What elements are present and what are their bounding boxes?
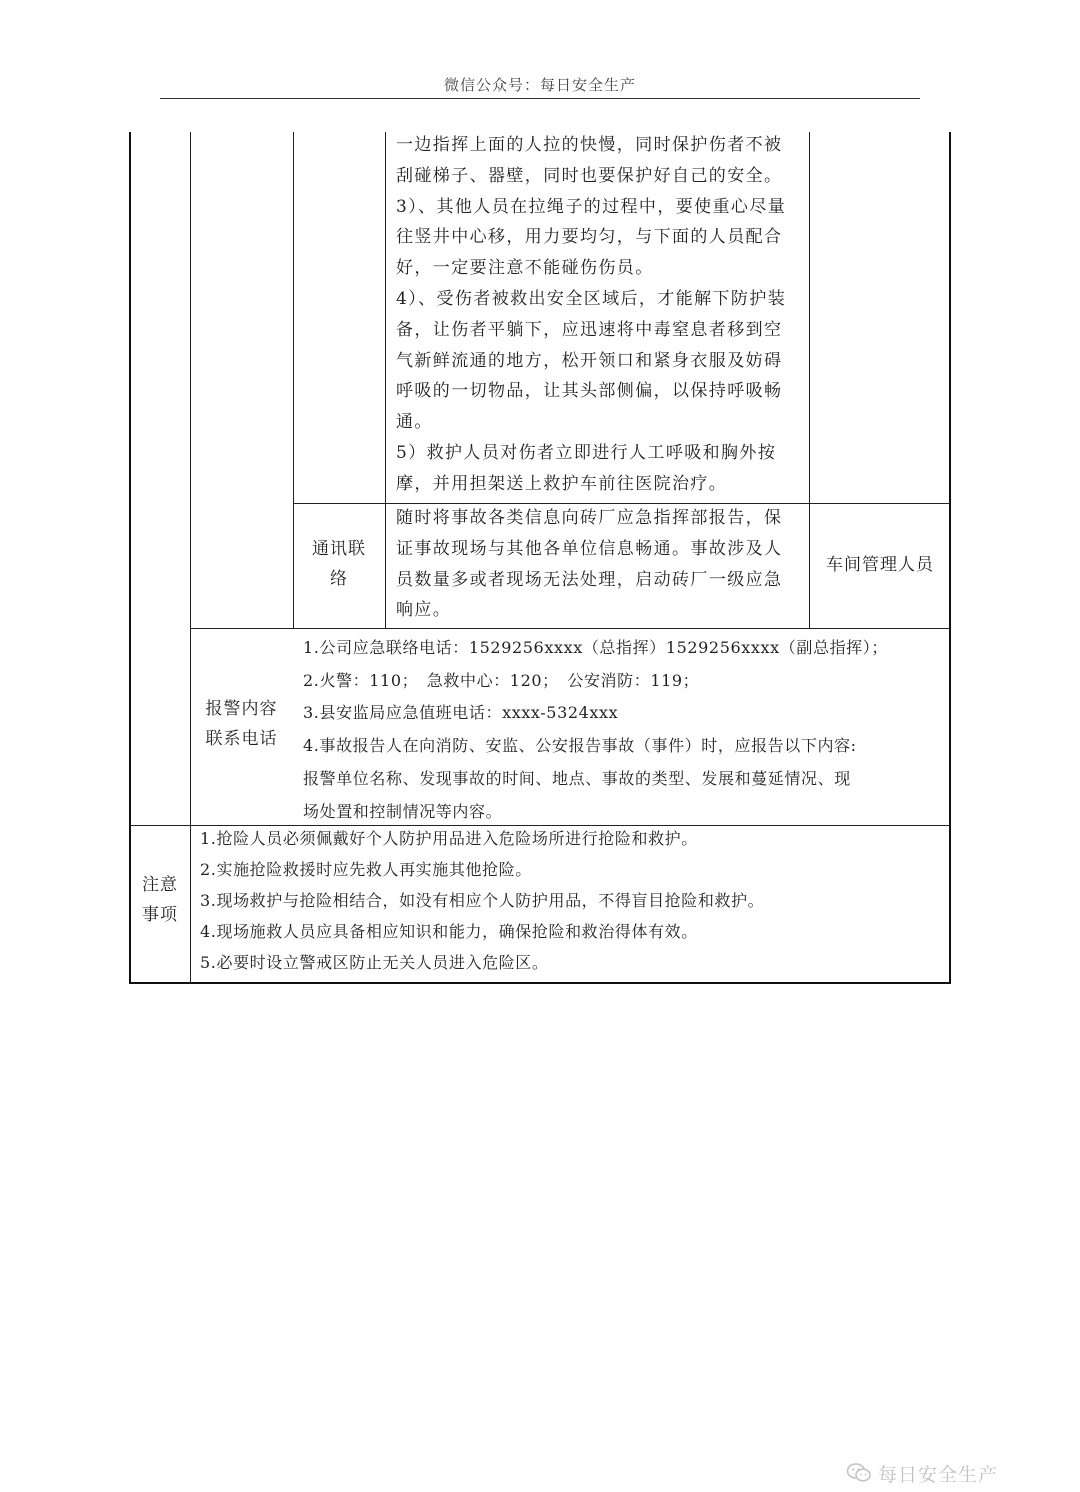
rescue-line: 摩，并用担架送上救护车前往医院治疗。	[396, 473, 728, 494]
rescue-line: 通。	[396, 412, 433, 433]
notes-label	[130, 870, 190, 930]
row-divider-alarm	[190, 628, 950, 629]
rescue-line: 刮碰梯子、器壁，同时也要保护好自己的安全。	[396, 165, 783, 186]
alarm-label-line2: 联系电话	[205, 729, 278, 749]
alarm-line: 1.公司应急联络电话：1529256xxxx（总指挥）1529256xxxx（副总指挥）；	[303, 638, 888, 657]
rescue-line: 3）、其他人员在拉绳子的过程中，要使重心尽量	[396, 196, 787, 217]
rescue-line: 一边指挥上面的人拉的快慢，同时保护伤者不被	[396, 135, 783, 155]
alarm-label-line1: 报警内容	[205, 699, 278, 719]
rescue-line: 5）救护人员对伤者立即进行人工呼吸和胸外按	[396, 442, 777, 463]
alarm-line: 场处置和控制情况等内容。	[303, 801, 503, 821]
notes-item: 4.现场施救人员应具备相应知识和能力，确保抢险和救治得体有效。	[200, 922, 698, 941]
notes-item: 3.现场救护与抢险相结合，如没有相应个人防护用品，不得盲目抢险和救护。	[200, 891, 765, 910]
communication-label-line2: 络	[330, 569, 348, 589]
watermark-text: 每日安全生产	[878, 1463, 999, 1486]
alarm-label	[190, 694, 293, 754]
alarm-contacts	[303, 632, 948, 828]
notes-item: 5.必要时设立警戒区防止无关人员进入危险区。	[200, 953, 549, 972]
communication-line: 响应。	[396, 600, 452, 621]
header-rule	[160, 98, 920, 99]
communication-label-line1: 通讯联	[312, 539, 366, 559]
rescue-line: 呼吸的一切物品，让其头部侧偏，以保持呼吸畅	[396, 381, 783, 402]
watermark	[846, 1458, 1056, 1488]
notes-label-line2: 事项	[142, 905, 178, 925]
communication-line: 员数量多或者现场无法处理，启动砖厂一级应急	[396, 569, 783, 590]
rescue-steps	[396, 130, 808, 500]
responsible-party: 车间管理人员	[826, 555, 934, 575]
col3-divider	[385, 132, 386, 628]
alarm-line: 报警单位名称、发现事故的时间、地点、事故的类型、发展和蔓延情况、现	[303, 768, 851, 788]
rescue-line: 气新鲜流通的地方，松开领口和紧身衣服及妨碍	[396, 350, 783, 371]
rescue-line: 好，一定要注意不能碰伤伤员。	[396, 258, 654, 279]
notes-item: 1.抢险人员必须佩戴好个人防护用品进入危险场所进行抢险和救护。	[200, 829, 698, 848]
communication-text	[396, 503, 808, 626]
notes-list	[200, 823, 948, 978]
notes-item: 2.实施抢险救援时应先救人再实施其他抢险。	[200, 860, 532, 879]
rescue-line: 往竖井中心移，用力要均匀，与下面的人员配合	[396, 227, 783, 248]
rescue-line: 4）、受伤者被救出安全区域后，才能解下防护装	[396, 288, 787, 309]
alarm-line: 2.火警：110； 急救中心：120； 公安消防：119；	[303, 670, 700, 690]
rescue-line: 备，让伤者平躺下，应迅速将中毒窒息者移到空	[396, 319, 783, 340]
communication-label	[293, 534, 385, 594]
wechat-icon	[846, 1462, 872, 1484]
page-header: 微信公众号：每日安全生产	[443, 76, 636, 94]
notes-label-line1: 注意	[142, 875, 178, 895]
communication-line: 证事故现场与其他各单位信息畅通。事故涉及人	[396, 538, 783, 559]
communication-line: 随时将事故各类信息向砖厂应急指挥部报告，保	[396, 508, 783, 528]
col1-divider	[190, 132, 191, 984]
alarm-line: 4.事故报告人在向消防、安监、公安报告事故（事件）时，应报告以下内容:	[303, 736, 857, 756]
alarm-line: 3.县安监局应急值班电话：xxxx-5324xxx	[303, 703, 619, 723]
